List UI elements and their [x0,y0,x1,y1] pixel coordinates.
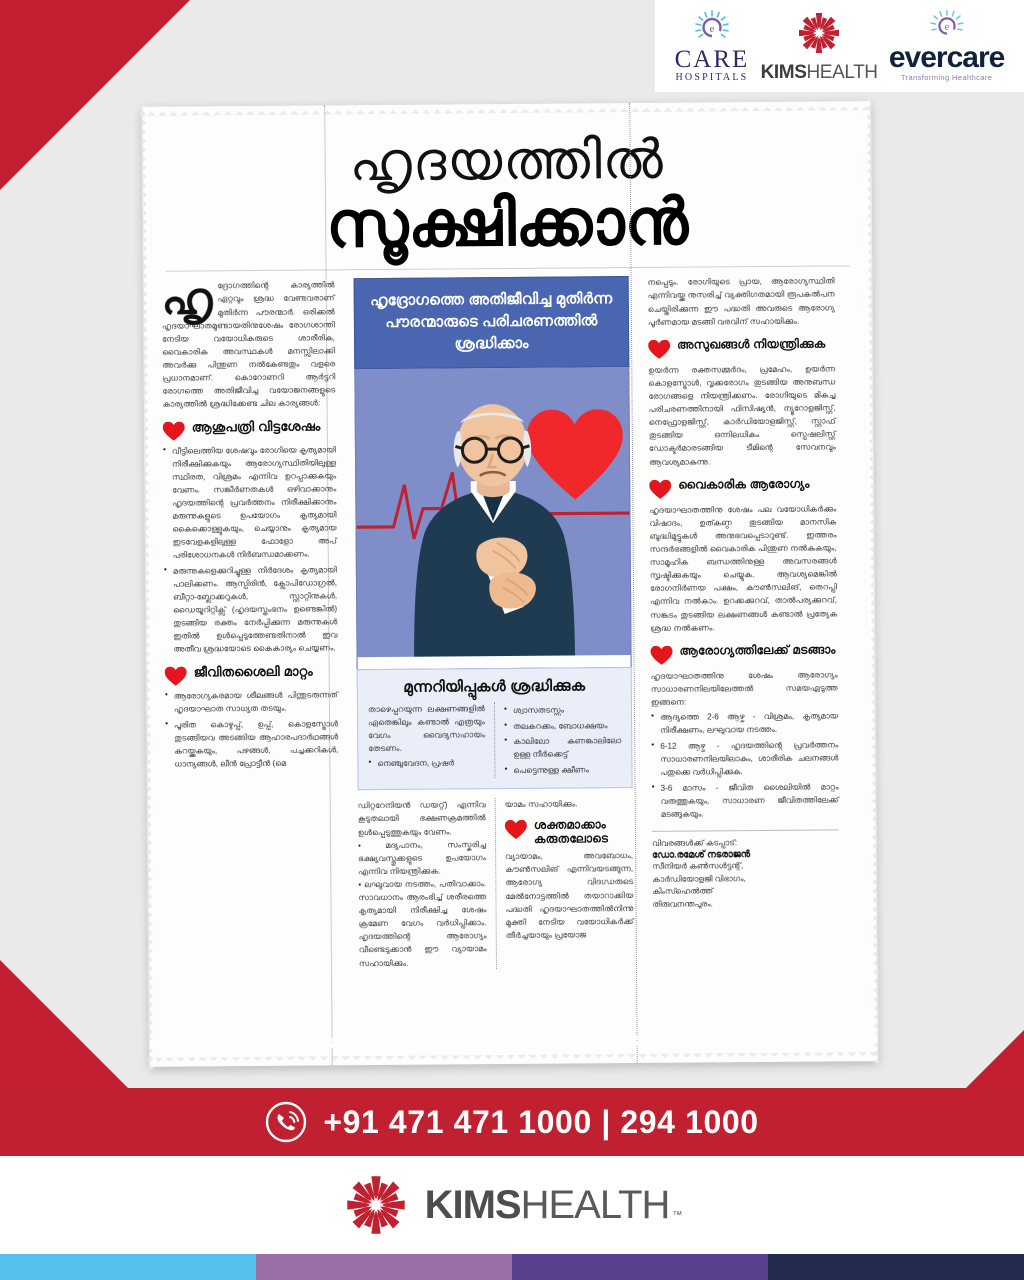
trademark-symbol: ™ [672,1209,682,1221]
left-column [161,274,350,1040]
warning-box-title: മുന്നറിയിപ്പുകൾ ശ്രദ്ധിക്കുക [403,677,586,696]
drop-cap: ഹൃ [161,274,213,325]
right-column-intro: നപ്പെടും. രോഗിയുടെ പ്രായ, ആരോഗ്യസ്ഥിതി എന്നിവയ്ക്ക നുസരിച്ച് വ്യക്തിഗതമായി രൂപകൽപന ചെയ്തിരിക്കുന്ന ഈ പദ്ധതി അവരുടെ ആരോഗ്യ പൂർണമായ മടങ്ങി വരവിന് സഹായിക്കും. [647,276,835,327]
section-header [165,665,338,687]
section-body: ഹൃദയാഘാതത്തിനു ശേഷം പല വയോധികർക്കും വിഷാദം, ഉത്കണ്ഠ തുടങ്ങിയ മാനസിക ബുദ്ധിമുട്ടുകൾ അനുഭവപ്പെടാറുണ്ട്. ഇത്തരം സന്ദർഭങ്ങളിൽ വൈകാരിക പിന്തുണ നൽകുകയും, സാമൂഹിക ബന്ധത്തിനുള്ള അവസരങ്ങൾ സൃഷ്ടിക്കുകയും ചെയ്യുക. ആവശ്യമെങ്കിൽ രോഗനിർണയ പക്ഷം, കൗൺസലിങ്, തെറപ്പി എന്നിവ നൽകാം. ഉറക്കക്കുറവ്, താൽപര്യക്കുറവ്, സങ്കടം തുടങ്ങിയ ലക്ഷണങ്ങൾ കണ്ടാൽ പ്രത്യേക ശ്രദ്ധ നൽകണം. [649,504,838,633]
list-item: ● നെഞ്ചുവേദന, പ്രഷർ [368,757,485,771]
section-after-hospital [163,420,338,656]
evercare-logo-word: evercare [888,41,1005,75]
mid-right-lead: യാമം സഹായിക്കും. [504,799,578,810]
elderly-man-illustration [400,402,587,668]
list-item: ● ആദ്യത്തെ 2-6 ആഴ്ച - വിശ്രമം, കൃത്യമായ നിരീക്ഷണം, ലഘുവായ നടത്തം. [651,711,838,738]
heart-icon [649,479,671,499]
list-item: ● ശ്വാസതടസ്സം [504,704,621,718]
heart-icon [163,422,185,442]
evercare-logo-tagline: Transforming Healthcare [900,73,993,83]
phone-call-icon[interactable] [265,1101,307,1143]
care-logo-word: CARE [674,45,750,73]
section-body: ഹൃദയാഘാതത്തിനു ശേഷം ആരോഗ്യം സാധാരണനിലയിലേത്തൽ സമയഏടുത്ത ഇങ്ങനെ: [650,670,838,707]
headline-line-2: സൂക്ഷിക്കാൻ [325,185,689,261]
section-header [649,477,836,499]
heart-icon [165,667,187,687]
kims-light: HEALTH [806,62,878,83]
warning-signs-box [357,667,633,791]
footer-kims-bold: KIMS [424,1182,521,1227]
contact-phone-bar [0,1088,1024,1156]
footer-logo-word [425,1183,682,1228]
clipping-torn-edge-bottom [148,1052,880,1068]
credit-doctor-role: സീനിയർ കൺസൾട്ടന്റ്, കാർഡിയോളജി വിഭാഗം, കിംസ്ഹെൽത്ത് തിരുവനന്തപുരം. [652,860,746,910]
clipping-torn-edge-top [140,100,872,116]
warning-right-bullets [504,704,622,779]
strip-segment-2 [256,1254,512,1280]
article-credit [652,829,840,912]
newspaper-clipping [142,101,878,1067]
list-item: ● തലകറക്കം, ബോധക്ഷയം [504,720,621,734]
mid-bottom-columns [358,797,634,970]
section-title: വൈകാരിക ആരോഗ്യം [678,476,810,492]
section-title: അസുഖങ്ങൾ നിയന്ത്രിക്കുക [677,336,826,352]
section-title: ആശുപത്രി വിട്ടശേഷം [191,418,321,435]
mid-continued-text: ഡിറ്ററേനിയൻ ഡയറ്റ്) എന്നിവ കൂടുതലായി ഭക്ഷണക്രമത്തിൽ ഉൾപ്പെടുത്തുകയും വേണം. • മദ്യപാനം, സംസ്കരിച്ച ഭക്ഷ്യവസ്തുക്കളുടെ ഉപയോഗം എന്നിവ നിയന്ത്രിക്കുക. • ലഘുവായ നടത്തം, പതിവാക്കാം. സാവധാനം ആരംഭിച്ച് ശരീരത്തെ കൃത്യമായി നിരീക്ഷിച്ച ശേഷം ക്രമേണ വേഗം വർധിപ്പിക്കാം. ഹൃദയത്തിന്റെ ആരോഗ്യം വീണ്ടെടുക്കാൻ ഈ വ്യായാമം സഹായിക്കും. [357,800,487,968]
kims-starburst-icon [796,10,842,56]
kims-starburst-icon [343,1172,409,1238]
care-burst-icon [692,10,732,44]
care-hospitals-logo [675,10,750,83]
section-body: ഉയർന്ന രക്തസമ്മർദം, പ്രമേഹം, ഉയർന്ന കൊളസ്ട്രോൾ, വൃക്കരോഗം തുടങ്ങിയ അനുബന്ധ രോഗങ്ങളെ നിയന്ത്രിക്കണം. രോഗിയുടെ മികച്ച പരിചരണത്തിനായി ഫിസിഷ്യൻ, ന്യൂറോളജിസ്റ്റ്, നെഫ്രോളജിസ്റ്റ്, കാർഡിയോളജിസ്റ്റ്, സ്റ്റാഫ് തുടങ്ങിയ ഒന്നിലധികം സ്പെഷലിസ്റ്റ് ഡോക്ടർമാരടങ്ങിയ ടീമിന്റെ സേവനവും ആവശ്യമാകുന്നു. [648,364,836,467]
list-item: ● ആരോഗ്യകരമായ ശീലങ്ങൾ പിന്തുടരുന്നത് ഹൃദയാഘാത സാധ്യത തടയും. [165,690,338,717]
section-bullets [163,445,338,656]
list-item: ● കാലിലോ കണങ്കാലിലോ ഉള്ള നീർക്കെട്ട് [504,736,621,763]
section-lifestyle-change [165,665,339,772]
article-headline [160,117,853,263]
lead-paragraph-text: ദ്രോഗത്തിന്റെ കാര്യത്തിൽ ഏറ്റവും ശ്രദ്ധ വേണ്ടവരാണ് മുതിർന്ന പൗരന്മാർ. ഒരിക്കൽ ഹൃദയാഘാതമുണ്ടായതിനുശേഷം രോഗശാന്തി നേടിയ വയോധികരുടെ ശാരീരിക, വൈകാരിക അവസ്ഥകൾ മനസ്സിലാക്കി അവർക്കു പിന്തുണ നൽകേണ്ടതും വളരെ പ്രധാനമാണ്. കൊറോണറി ആർട്ടറി രോഗത്തെ അതിജീവിച്ച വയോജനങ്ങളുടെ കാര്യത്തിൽ ശ്രദ്ധിക്കേണ്ട ചില കാര്യങ്ങൾ: [161,280,336,410]
evercare-burst-icon [927,10,967,40]
clipping-torn-edge-right [862,99,879,1063]
svg-text:e: e [709,22,715,35]
right-column [639,275,841,1037]
list-item: ● പൂരിത കൊഴുപ്പ്, ഉപ്പ്, കൊളസ്ട്രോൾ തുടങ്ങിയവ അടങ്ങിയ ആഹാരപദാർഥങ്ങൾ കുറയ്ക്കുകയും, പഴങ്ങൾ, പച്ചക്കറികൾ, ധാന്യങ്ങൾ, ലീൻ പ്രോട്ടീൻ (മെ [165,719,338,772]
warning-box-left [368,702,496,780]
credit-label: വിവരങ്ങൾക്ക് കടപ്പാട്: [652,837,738,848]
headline-divider [166,266,850,272]
kimshealth-logo-word [761,63,878,82]
clipping-torn-edge-left [141,105,158,1069]
section-bullets [651,711,839,822]
section-bullets [165,690,339,772]
footer-health-light: HEALTH [520,1182,670,1227]
section-header [650,643,837,665]
heart-icon [648,340,670,360]
section-header [648,337,835,359]
section-body: വ്യായാമം, അവബോധം, കൗൺസലിങ് എന്നിവയടങ്ങുന്ന, ആരോഗ്യ വിദഗ്ധരുടെ മേൽനോട്ടത്തിൽ തയാറാക്കിയ പദ്ധതി ഹൃദയാഘാതത്തിൽനിന്നു മുക്തി നേടിയ വയോധികർക്ക് തീർച്ചയായും പ്രയോജ [505,851,634,940]
mid-continued-column [358,798,497,970]
section-control-diseases [648,337,836,468]
warning-intro-text: താഴെപ്പറയുന്ന ലക്ഷണങ്ങളിൽ ഏതെങ്കിലും കണ്ടാൽ എത്രയും വേഗം വൈദ്യസഹായം തേടണം. [367,703,486,754]
illustration-base [358,655,631,669]
warning-box-columns [368,701,622,780]
top-logo-bar [655,0,1024,92]
heart-icon [650,645,672,665]
list-item: ● വീട്ടിലെത്തിയ ശേഷവും രോഗിയെ കൃത്യമായി നിരീക്ഷിക്കുകയും ആരോഗ്യസ്ഥിതിയിലുള്ള സ്ഥിരത, വിശ്രമം എന്നിവ ഉറപ്പാക്കുകയും വേണം. സങ്കീർണതകൾ ഒഴിവാക്കാനും ഹൃദയത്തിന്റെ പ്രവർത്തനം നിരീക്ഷിക്കാനും മരുന്നുകളുടെ ഉപയോഗം കൃത്യമായി കൈക്കൊള്ളുകയും, ചെയ്യാനും കൃത്യമായ ഇടവേളകളിലുള്ള ഫോളോ അപ് പരിശോധനകൾ നിർബന്ധമാക്കണം. [163,445,337,563]
headline-line-1: ഹൃദയത്തിൽ [349,129,665,193]
section-emotional-health [649,477,837,635]
list-item: ● 3-6 മാസം - ജീവിത ശൈലിയിൽ മാറ്റം വരുത്തുകയും, സാധാരണ ജീവിതത്തിലേക്ക് മടങ്ങുകയും. [652,781,839,821]
section-strengthen-with-care [505,797,634,968]
strip-segment-3 [512,1254,768,1280]
bottom-color-strip [0,1254,1024,1280]
section-title: ജീവിതശൈലി മാറ്റം [193,663,313,680]
credit-doctor-name: ഡോ.രമേശ് നടരാജൻ [652,847,751,860]
section-header [505,818,633,846]
middle-column [344,276,645,1038]
list-item: ● 6-12 ആഴ്ച - ഹൃദയത്തിന്റെ പ്രവർത്തനം സാധാരണനിലയിലാകും, ശാരീരിക ചലനങ്ങൾ പതുക്കെ വർധിപ്പിക്കുക. [651,739,838,779]
list-item: ● മരുന്നുകളെക്കുറിച്ചുള്ള നിർദേശം കൃത്യമായി പാലിക്കണം. ആസ്പിരിൻ, ക്ലോപിഡോഗ്രൽ, ബീറ്റാ-ബ്ലോക്കറുകൾ, സ്റ്റാറ്റിനുകൾ, ഡൈയൂറിറ്റിക്സ് (ഹൃദയസ്തംഭനം ഉണ്ടെങ്കിൽ) തുടങ്ങിയ രക്തം നേർപ്പിക്കുന്ന മരുന്നുകൾ ഇതിൽ ഉൾപ്പെടുത്തേണ്ടതിനാൽ ഇവ അതീവ ശ്രദ്ധയോടെ കൈകാര്യം ചെയ്യണം. [164,564,338,656]
section-title: ശക്തമാക്കാം കരുതലോടെ [533,817,609,846]
strip-segment-4 [768,1254,1024,1280]
care-logo-sub: HOSPITALS [675,71,749,83]
warning-box-right [504,701,622,779]
evercare-logo [889,10,1004,82]
decorative-corner-triangle-bottom-left [0,960,130,1090]
section-return-to-health [650,643,838,821]
strip-segment-1 [0,1254,256,1280]
phone-number[interactable]: +91 471 471 1000 | 294 1000 [323,1103,759,1140]
section-header [163,420,336,442]
warning-left-bullets [368,757,485,771]
subtitle-box: ഹൃദ്രോഗത്തെ അതിജീവിച്ച മുതിർന്ന പൗരന്മാരുടെ പരിചരണത്തിൽ ശ്രദ്ധിക്കാം [354,276,630,368]
kimshealth-logo [761,10,878,82]
svg-text:e: e [944,22,949,34]
list-item: ● പെട്ടെന്നുള്ള ക്ഷീണം [504,764,621,778]
illustration-elderly-man-heart [354,367,631,669]
section-title: ആരോഗ്യത്തിലേക്ക് മടങ്ങാം [679,642,836,658]
kims-bold: KIMS [760,62,807,83]
lead-paragraph [161,274,336,411]
heart-icon [505,820,527,840]
footer-kimshealth-logo [0,1156,1024,1254]
article-columns [162,275,860,1040]
